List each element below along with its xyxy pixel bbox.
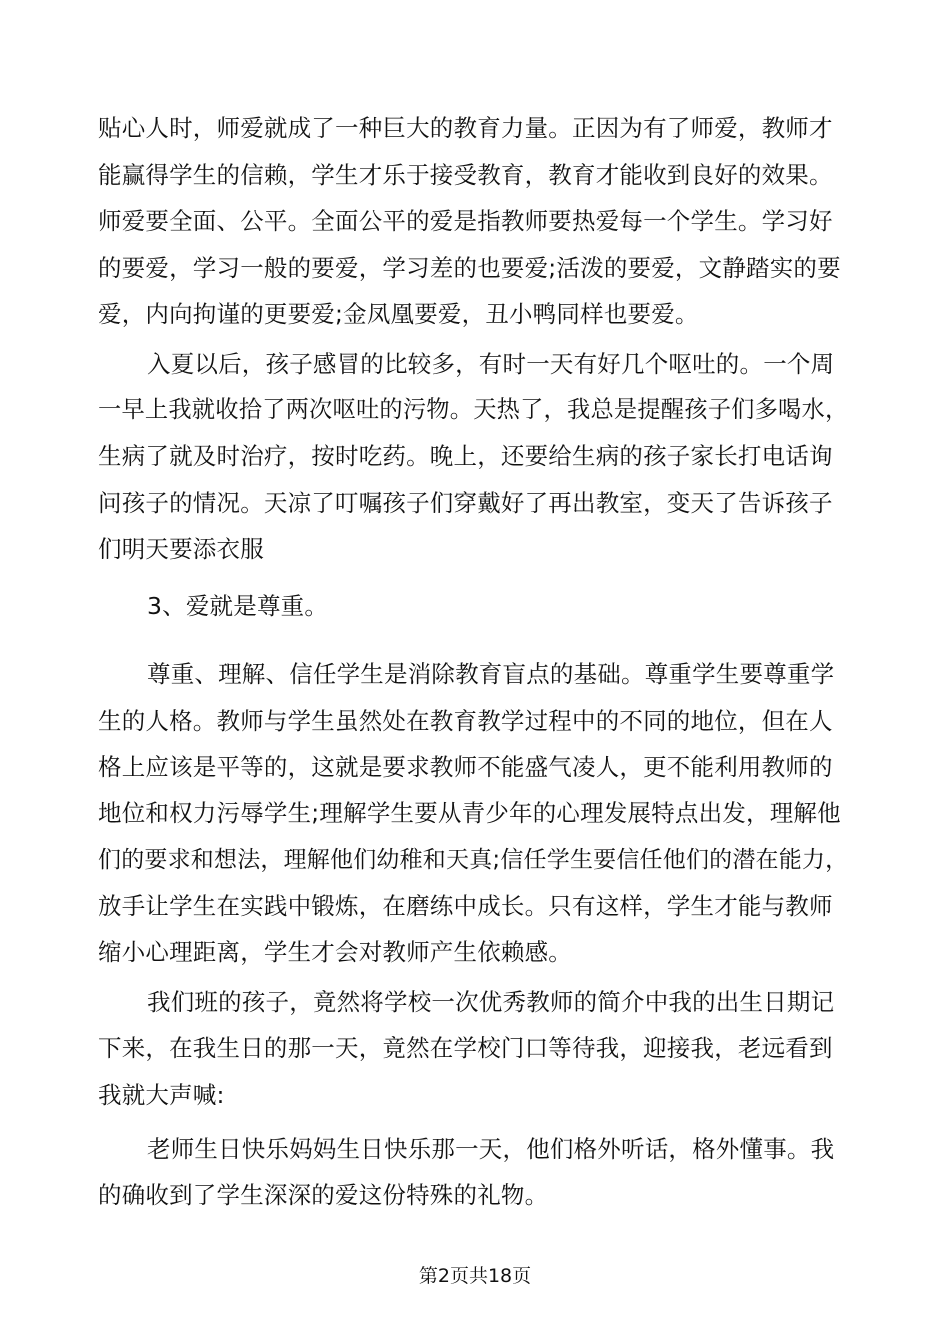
text-line: 一早上我就收拾了两次呕吐的污物。天热了，我总是提醒孩子们多喝水， bbox=[98, 396, 849, 423]
text-line: 缩小心理距离，学生才会对教师产生依赖感。 bbox=[98, 938, 572, 966]
text-line: 能赢得学生的信赖，学生才乐于接受教育，教育才能收到良好的效果。 bbox=[98, 161, 833, 189]
text-line: 生病了就及时治疗，按时吃药。晚上，还要给生病的孩子家长打电话询 bbox=[98, 442, 833, 470]
text-line: 我就大声喊: bbox=[98, 1081, 225, 1109]
text-line: 贴心人时，师爱就成了一种巨大的教育力量。正因为有了师爱，教师才 bbox=[98, 114, 833, 142]
text-line: 师爱要全面、公平。全面公平的爱是指教师要热爱每一个学生。学习好 bbox=[98, 207, 833, 235]
text-line: 的确收到了学生深深的爱这份特殊的礼物。 bbox=[98, 1181, 549, 1209]
text-line: 爱，内向拘谨的更要爱;金凤凰要爱，丑小鸭同样也要爱。 bbox=[98, 300, 699, 328]
text-line: 们明天要添衣服 bbox=[98, 535, 264, 563]
text-line: 尊重、理解、信任学生是消除教育盲点的基础。尊重学生要尊重学 bbox=[147, 660, 835, 688]
text-line: 地位和权力污辱学生;理解学生要从青少年的心理发展特点出发，理解他 bbox=[98, 799, 841, 827]
text-line: 老师生日快乐妈妈生日快乐那一天，他们格外听话，格外懂事。我 bbox=[147, 1135, 835, 1163]
text-line: 放手让学生在实践中锻炼，在磨练中成长。只有这样，学生才能与教师 bbox=[98, 892, 833, 920]
text-line: 我们班的孩子，竟然将学校一次优秀教师的简介中我的出生日期记 bbox=[147, 988, 835, 1016]
text-line: 们的要求和想法，理解他们幼稚和天真;信任学生要信任他们的潜在能力， bbox=[98, 847, 849, 873]
text-line: 入夏以后，孩子感冒的比较多，有时一天有好几个呕吐的。一个周 bbox=[147, 350, 835, 378]
text-line: 下来，在我生日的那一天，竟然在学校门口等待我，迎接我，老远看到 bbox=[98, 1034, 833, 1062]
text-line: 格上应该是平等的，这就是要求教师不能盛气凌人，更不能利用教师的 bbox=[98, 753, 833, 781]
text-line: 问孩子的情况。天凉了叮嘱孩子们穿戴好了再出教室，变天了告诉孩子 bbox=[98, 489, 833, 517]
text-line: 生的人格。教师与学生虽然处在教育教学过程中的不同的地位，但在人 bbox=[98, 707, 833, 735]
text-line: 的要爱，学习一般的要爱，学习差的也要爱;活泼的要爱，文静踏实的要 bbox=[98, 254, 841, 282]
page-number: 第2页共18页 bbox=[418, 1265, 532, 1287]
section-heading: 3、爱就是尊重。 bbox=[147, 592, 329, 620]
